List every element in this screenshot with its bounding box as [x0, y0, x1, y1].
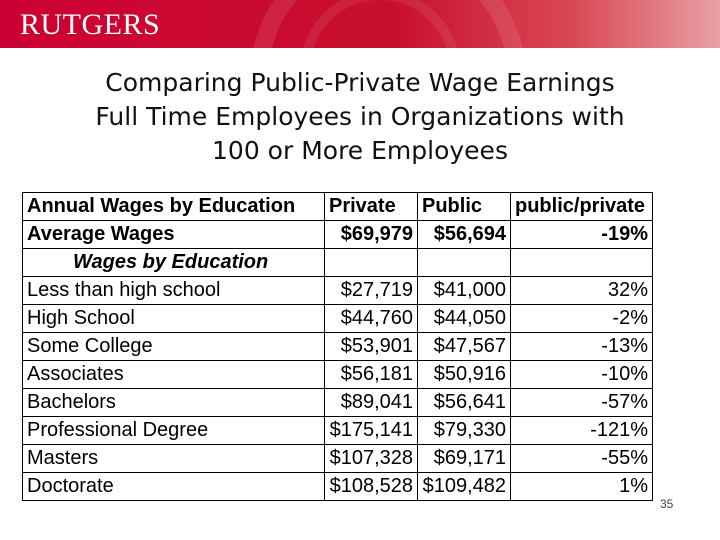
public-value: $79,330 — [418, 417, 511, 445]
subheading-label: Wages by Education — [23, 249, 325, 277]
wages-table — [22, 192, 653, 501]
column-header: Public — [418, 193, 511, 221]
ratio-value: -57% — [511, 389, 653, 417]
public-value: $44,050 — [418, 305, 511, 333]
rutgers-logo: RUTGERS — [20, 8, 161, 41]
empty-cell — [325, 249, 418, 277]
public-value: $56,694 — [418, 221, 511, 249]
table-row — [23, 361, 653, 389]
private-value: $53,901 — [325, 333, 418, 361]
page-number: 35 — [660, 497, 674, 511]
private-value: $69,979 — [325, 221, 418, 249]
table-row — [23, 277, 653, 305]
column-header: Annual Wages by Education — [23, 193, 325, 221]
title-line-3: 100 or More Employees — [212, 136, 508, 165]
row-label: High School — [23, 305, 325, 333]
row-label: Less than high school — [23, 277, 325, 305]
public-value: $41,000 — [418, 277, 511, 305]
empty-cell — [418, 249, 511, 277]
table-row — [23, 417, 653, 445]
ratio-value: -19% — [511, 221, 653, 249]
public-value: $47,567 — [418, 333, 511, 361]
public-value: $69,171 — [418, 445, 511, 473]
ratio-value: 1% — [511, 473, 653, 501]
table-row — [23, 305, 653, 333]
column-header: Private — [325, 193, 418, 221]
private-value: $108,528 — [325, 473, 418, 501]
row-label: Masters — [23, 445, 325, 473]
header-banner — [0, 0, 720, 48]
private-value: $89,041 — [325, 389, 418, 417]
table-row — [23, 333, 653, 361]
subheading-row — [23, 249, 653, 277]
row-label: Average Wages — [23, 221, 325, 249]
private-value: $44,760 — [325, 305, 418, 333]
row-label: Bachelors — [23, 389, 325, 417]
row-label: Some College — [23, 333, 325, 361]
table-row — [23, 473, 653, 501]
slide-title — [0, 66, 720, 168]
row-label: Associates — [23, 361, 325, 389]
row-label: Doctorate — [23, 473, 325, 501]
public-value: $56,641 — [418, 389, 511, 417]
title-line-2: Full Time Employees in Organizations with — [95, 102, 625, 131]
title-line-1: Comparing Public-Private Wage Earnings — [105, 68, 615, 97]
column-header: public/private — [511, 193, 653, 221]
public-value: $50,916 — [418, 361, 511, 389]
private-value: $175,141 — [325, 417, 418, 445]
table-row — [23, 389, 653, 417]
public-value: $109,482 — [418, 473, 511, 501]
ratio-value: -2% — [511, 305, 653, 333]
ratio-value: 32% — [511, 277, 653, 305]
empty-cell — [511, 249, 653, 277]
table-row — [23, 445, 653, 473]
ratio-value: -10% — [511, 361, 653, 389]
average-wages-row — [23, 221, 653, 249]
private-value: $27,719 — [325, 277, 418, 305]
private-value: $107,328 — [325, 445, 418, 473]
row-label: Professional Degree — [23, 417, 325, 445]
private-value: $56,181 — [325, 361, 418, 389]
ratio-value: -121% — [511, 417, 653, 445]
ratio-value: -55% — [511, 445, 653, 473]
table-header-row — [23, 193, 653, 221]
ratio-value: -13% — [511, 333, 653, 361]
